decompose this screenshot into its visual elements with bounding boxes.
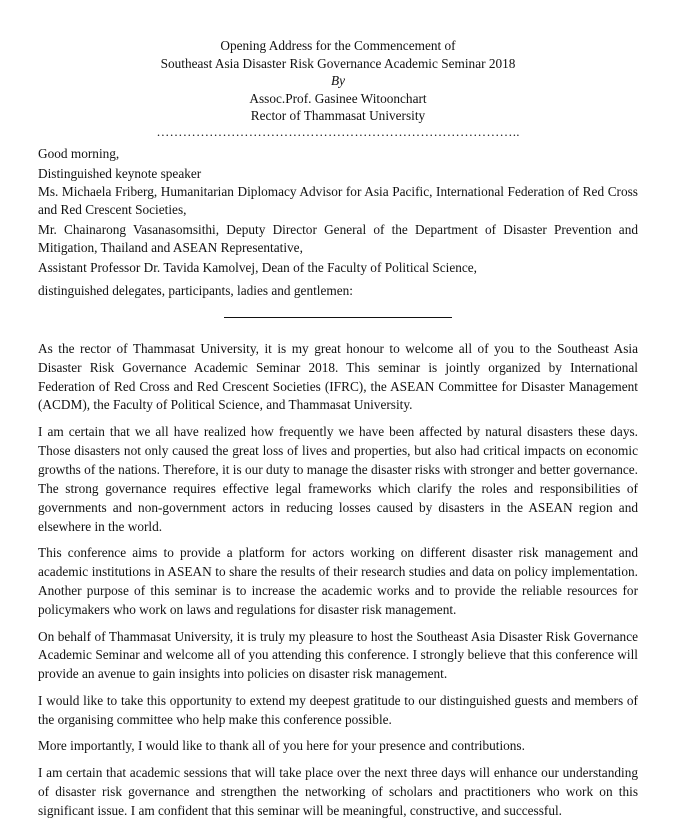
speaker-name: Assoc.Prof. Gasinee Witoonchart <box>249 90 427 106</box>
section-divider <box>224 317 452 318</box>
salutation-good-morning: Good morning, <box>38 145 120 161</box>
salutation-keynote: Distinguished keynote speaker <box>38 165 202 181</box>
salutation-tavida: Assistant Professor Dr. Tavida Kamolvej, Dean of the Faculty of Political Science, <box>38 260 478 276</box>
document-page <box>38 37 638 828</box>
salutation-chainarong: Mr. Chainarong Vasanasomsithi, Deputy Director General of the Department of Disaster Prevention and Mitigation, Thailand and ASEAN Representative, <box>38 222 638 255</box>
paragraph-welcome: As the rector of Thammasat University, it is my great honour to welcome all of you to the Southeast Asia Disaster Risk Governance Academic Seminar 2018. This seminar is jointly organized by International Federation of Red Cross and Red Crescent Societies (IFRC), the ASEAN Committee for Disaster Management (ACDM), the Faculty of Political Science, and Thammasat University. <box>38 340 638 413</box>
paragraph-host: On behalf of Thammasat University, it is truly my pleasure to host the Southeast Asia Disaster Risk Governance Academic Seminar and welcome all of you attending this conference. I strongly believe that this conference will provide an avenue to gain insights into policies on disaster risk management. <box>38 628 638 682</box>
salutation-friberg: Ms. Michaela Friberg, Humanitarian Diplomacy Advisor for Asia Pacific, International Federation of Red Cross and Red Crescent Societies, <box>38 184 638 217</box>
title-line-2: Southeast Asia Disaster Risk Governance Academic Seminar 2018 <box>160 55 516 71</box>
speaker-position: Rector of Thammasat University <box>250 108 426 124</box>
paragraph-disasters: I am certain that we all have realized how frequently we have been affected by natural disasters these days. Those disasters not only caused the great loss of lives and properties, but also had critical impacts on economic growths of the nations. Therefore, it is our duty to manage the disaster risks with stronger and better governance. The strong governance requires effective legal frameworks which clarify the roles and responsibilities of governments and non-government actors in reducing losses caused by disasters in the ASEAN region and elsewhere in the world. <box>38 424 638 534</box>
dotted-separator: ……………………………………………………………………….. <box>156 124 520 138</box>
paragraph-aims: This conference aims to provide a platform for actors working on different disaster risk management and academic institutions in ASEAN to share the results of their research studies and data on policy implementation. Another purpose of this seminar is to increase the academic works and to provide the reliable resources for policymakers who work on laws and regulations for disaster risk management. <box>38 545 638 617</box>
document-header <box>38 37 638 125</box>
title-line-1: Opening Address for the Commencement of <box>220 38 456 53</box>
salutation-delegates: distinguished delegates, participants, ladies and gentlemen: <box>38 282 353 298</box>
paragraph-gratitude: I would like to take this opportunity to extend my deepest gratitude to our distinguished guests and members of the organising committee who help make this conference possible. <box>38 692 638 727</box>
salutation-block <box>38 144 638 300</box>
by-line: By <box>330 73 346 89</box>
paragraph-thanks: More importantly, I would like to thank all of you here for your presence and contributions. <box>38 738 525 754</box>
paragraph-closing: I am certain that academic sessions that will take place over the next three days will enhance our understanding of disaster risk governance and strengthen the networking of scholars and practitioners who work on this significant issue. I am confident that this seminar will be meaningful, constructive, and successful. <box>38 765 638 818</box>
address-body <box>38 340 638 821</box>
